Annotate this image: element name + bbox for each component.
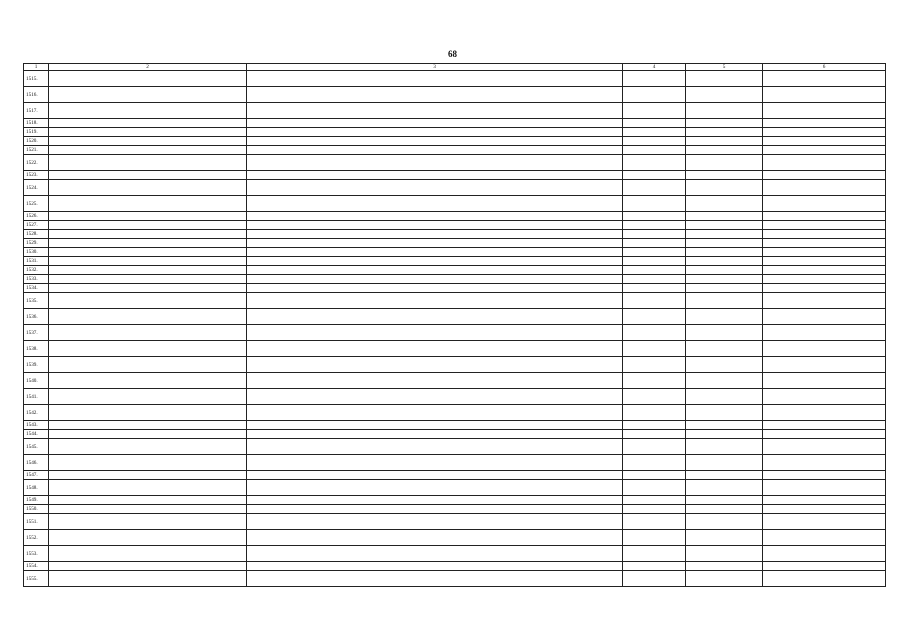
table-row [24, 373, 886, 389]
row-number: 1528. [24, 230, 49, 239]
period-cell [623, 439, 686, 455]
period-cell [623, 71, 686, 87]
works-cell [247, 266, 623, 275]
build-year-cell [686, 212, 763, 221]
wall-material-cell [763, 146, 886, 155]
table-row [24, 293, 886, 309]
build-year-cell [686, 196, 763, 212]
row-number: 1552. [24, 530, 49, 546]
table-row [24, 221, 886, 230]
table-row [24, 480, 886, 496]
works-cell [247, 248, 623, 257]
address-cell [49, 119, 247, 128]
column-header: 2 [49, 64, 247, 71]
works-cell [247, 284, 623, 293]
period-cell [623, 389, 686, 405]
table-row [24, 505, 886, 514]
wall-material-cell [763, 230, 886, 239]
wall-material-cell [763, 103, 886, 119]
address-cell [49, 562, 247, 571]
works-cell [247, 137, 623, 146]
period-cell [623, 455, 686, 471]
wall-material-cell [763, 421, 886, 430]
works-cell [247, 325, 623, 341]
build-year-cell [686, 530, 763, 546]
period-cell [623, 496, 686, 505]
wall-material-cell [763, 325, 886, 341]
works-cell [247, 293, 623, 309]
wall-material-cell [763, 171, 886, 180]
row-number: 1537. [24, 325, 49, 341]
period-cell [623, 293, 686, 309]
build-year-cell [686, 119, 763, 128]
wall-material-cell [763, 266, 886, 275]
build-year-cell [686, 562, 763, 571]
period-cell [623, 284, 686, 293]
address-cell [49, 128, 247, 137]
period-cell [623, 357, 686, 373]
build-year-cell [686, 325, 763, 341]
works-cell [247, 373, 623, 389]
period-cell [623, 405, 686, 421]
works-cell [247, 530, 623, 546]
address-cell [49, 284, 247, 293]
address-cell [49, 103, 247, 119]
wall-material-cell [763, 455, 886, 471]
build-year-cell [686, 275, 763, 284]
row-number: 1522. [24, 155, 49, 171]
table-row [24, 155, 886, 171]
row-number: 1551. [24, 514, 49, 530]
row-number: 1518. [24, 119, 49, 128]
address-cell [49, 221, 247, 230]
address-cell [49, 239, 247, 248]
column-header: 1 [24, 64, 49, 71]
build-year-cell [686, 128, 763, 137]
table-row [24, 257, 886, 266]
works-cell [247, 87, 623, 103]
works-cell [247, 155, 623, 171]
address-cell [49, 71, 247, 87]
build-year-cell [686, 230, 763, 239]
build-year-cell [686, 430, 763, 439]
works-cell [247, 221, 623, 230]
build-year-cell [686, 266, 763, 275]
period-cell [623, 230, 686, 239]
address-cell [49, 357, 247, 373]
row-number: 1553. [24, 546, 49, 562]
row-number: 1525. [24, 196, 49, 212]
row-number: 1555. [24, 571, 49, 587]
address-cell [49, 439, 247, 455]
row-number: 1519. [24, 128, 49, 137]
works-cell [247, 341, 623, 357]
table-row [24, 248, 886, 257]
wall-material-cell [763, 373, 886, 389]
row-number: 1554. [24, 562, 49, 571]
wall-material-cell [763, 239, 886, 248]
works-cell [247, 430, 623, 439]
wall-material-cell [763, 405, 886, 421]
period-cell [623, 562, 686, 571]
column-header: 5 [686, 64, 763, 71]
wall-material-cell [763, 514, 886, 530]
address-cell [49, 471, 247, 480]
build-year-cell [686, 87, 763, 103]
table-row [24, 266, 886, 275]
address-cell [49, 571, 247, 587]
works-cell [247, 230, 623, 239]
works-cell [247, 239, 623, 248]
table-row [24, 471, 886, 480]
wall-material-cell [763, 496, 886, 505]
works-cell [247, 103, 623, 119]
table-row [24, 562, 886, 571]
row-number: 1543. [24, 421, 49, 430]
column-header: 6 [763, 64, 886, 71]
wall-material-cell [763, 87, 886, 103]
works-cell [247, 480, 623, 496]
row-number: 1533. [24, 275, 49, 284]
row-number: 1526. [24, 212, 49, 221]
build-year-cell [686, 496, 763, 505]
period-cell [623, 221, 686, 230]
row-number: 1548. [24, 480, 49, 496]
period-cell [623, 266, 686, 275]
address-cell [49, 309, 247, 325]
wall-material-cell [763, 571, 886, 587]
build-year-cell [686, 221, 763, 230]
row-number: 1547. [24, 471, 49, 480]
period-cell [623, 309, 686, 325]
wall-material-cell [763, 530, 886, 546]
address-cell [49, 496, 247, 505]
works-cell [247, 455, 623, 471]
table-row [24, 421, 886, 430]
row-number: 1517. [24, 103, 49, 119]
table-body [24, 71, 886, 587]
address-cell [49, 373, 247, 389]
address-cell [49, 266, 247, 275]
works-cell [247, 571, 623, 587]
period-cell [623, 119, 686, 128]
works-cell [247, 257, 623, 266]
works-cell [247, 357, 623, 373]
wall-material-cell [763, 257, 886, 266]
wall-material-cell [763, 439, 886, 455]
period-cell [623, 275, 686, 284]
build-year-cell [686, 341, 763, 357]
row-number: 1515. [24, 71, 49, 87]
table-row [24, 530, 886, 546]
period-cell [623, 421, 686, 430]
wall-material-cell [763, 180, 886, 196]
table-row [24, 275, 886, 284]
row-number: 1549. [24, 496, 49, 505]
table-header-row [24, 64, 886, 71]
works-cell [247, 146, 623, 155]
table-row [24, 103, 886, 119]
row-number: 1536. [24, 309, 49, 325]
build-year-cell [686, 546, 763, 562]
row-number: 1544. [24, 430, 49, 439]
table-row [24, 137, 886, 146]
works-cell [247, 439, 623, 455]
address-cell [49, 430, 247, 439]
build-year-cell [686, 439, 763, 455]
period-cell [623, 530, 686, 546]
address-cell [49, 341, 247, 357]
address-cell [49, 171, 247, 180]
page-number: 68 [448, 49, 457, 59]
period-cell [623, 325, 686, 341]
build-year-cell [686, 571, 763, 587]
address-cell [49, 146, 247, 155]
row-number: 1529. [24, 239, 49, 248]
address-cell [49, 155, 247, 171]
wall-material-cell [763, 546, 886, 562]
works-cell [247, 505, 623, 514]
address-cell [49, 325, 247, 341]
wall-material-cell [763, 505, 886, 514]
period-cell [623, 505, 686, 514]
build-year-cell [686, 373, 763, 389]
table-row [24, 119, 886, 128]
wall-material-cell [763, 128, 886, 137]
address-cell [49, 421, 247, 430]
period-cell [623, 257, 686, 266]
row-number: 1542. [24, 405, 49, 421]
address-cell [49, 230, 247, 239]
period-cell [623, 514, 686, 530]
row-number: 1530. [24, 248, 49, 257]
table-row [24, 212, 886, 221]
period-cell [623, 155, 686, 171]
table-row [24, 71, 886, 87]
address-cell [49, 196, 247, 212]
wall-material-cell [763, 275, 886, 284]
row-number: 1545. [24, 439, 49, 455]
table-row [24, 571, 886, 587]
period-cell [623, 212, 686, 221]
address-cell [49, 480, 247, 496]
row-number: 1524. [24, 180, 49, 196]
row-number: 1540. [24, 373, 49, 389]
wall-material-cell [763, 309, 886, 325]
period-cell [623, 103, 686, 119]
period-cell [623, 248, 686, 257]
build-year-cell [686, 71, 763, 87]
table-row [24, 284, 886, 293]
works-cell [247, 421, 623, 430]
wall-material-cell [763, 248, 886, 257]
table-row [24, 146, 886, 155]
wall-material-cell [763, 293, 886, 309]
build-year-cell [686, 389, 763, 405]
works-cell [247, 171, 623, 180]
address-cell [49, 530, 247, 546]
address-cell [49, 389, 247, 405]
wall-material-cell [763, 71, 886, 87]
works-cell [247, 496, 623, 505]
table-row [24, 325, 886, 341]
build-year-cell [686, 455, 763, 471]
table-row [24, 546, 886, 562]
works-cell [247, 514, 623, 530]
table-row [24, 455, 886, 471]
build-year-cell [686, 421, 763, 430]
table-row [24, 230, 886, 239]
table-row [24, 128, 886, 137]
wall-material-cell [763, 389, 886, 405]
address-cell [49, 505, 247, 514]
works-cell [247, 180, 623, 196]
wall-material-cell [763, 284, 886, 293]
row-number: 1546. [24, 455, 49, 471]
row-number: 1535. [24, 293, 49, 309]
row-number: 1550. [24, 505, 49, 514]
works-cell [247, 71, 623, 87]
build-year-cell [686, 514, 763, 530]
build-year-cell [686, 293, 763, 309]
works-cell [247, 309, 623, 325]
row-number: 1516. [24, 87, 49, 103]
column-header: 3 [247, 64, 623, 71]
table-row [24, 196, 886, 212]
address-cell [49, 293, 247, 309]
row-number: 1532. [24, 266, 49, 275]
wall-material-cell [763, 471, 886, 480]
works-cell [247, 119, 623, 128]
works-cell [247, 562, 623, 571]
table-row [24, 496, 886, 505]
address-cell [49, 257, 247, 266]
address-cell [49, 405, 247, 421]
works-cell [247, 389, 623, 405]
build-year-cell [686, 103, 763, 119]
address-cell [49, 180, 247, 196]
table-row [24, 389, 886, 405]
period-cell [623, 171, 686, 180]
build-year-cell [686, 480, 763, 496]
period-cell [623, 571, 686, 587]
row-number: 1534. [24, 284, 49, 293]
table-row [24, 239, 886, 248]
table-row [24, 439, 886, 455]
row-number: 1531. [24, 257, 49, 266]
wall-material-cell [763, 196, 886, 212]
works-cell [247, 212, 623, 221]
works-cell [247, 128, 623, 137]
row-number: 1538. [24, 341, 49, 357]
row-number: 1539. [24, 357, 49, 373]
column-header: 4 [623, 64, 686, 71]
works-cell [247, 275, 623, 284]
wall-material-cell [763, 212, 886, 221]
row-number: 1527. [24, 221, 49, 230]
works-cell [247, 196, 623, 212]
works-cell [247, 471, 623, 480]
address-cell [49, 212, 247, 221]
table-row [24, 171, 886, 180]
build-year-cell [686, 171, 763, 180]
table-row [24, 357, 886, 373]
build-year-cell [686, 357, 763, 373]
build-year-cell [686, 284, 763, 293]
build-year-cell [686, 505, 763, 514]
period-cell [623, 239, 686, 248]
address-cell [49, 455, 247, 471]
row-number: 1521. [24, 146, 49, 155]
period-cell [623, 546, 686, 562]
build-year-cell [686, 137, 763, 146]
period-cell [623, 87, 686, 103]
row-number: 1523. [24, 171, 49, 180]
address-cell [49, 546, 247, 562]
build-year-cell [686, 155, 763, 171]
period-cell [623, 180, 686, 196]
wall-material-cell [763, 155, 886, 171]
wall-material-cell [763, 221, 886, 230]
table-row [24, 87, 886, 103]
period-cell [623, 471, 686, 480]
period-cell [623, 146, 686, 155]
works-cell [247, 546, 623, 562]
table-row [24, 405, 886, 421]
table-row [24, 180, 886, 196]
build-year-cell [686, 405, 763, 421]
period-cell [623, 373, 686, 389]
works-cell [247, 405, 623, 421]
wall-material-cell [763, 480, 886, 496]
table-row [24, 341, 886, 357]
period-cell [623, 341, 686, 357]
row-number: 1541. [24, 389, 49, 405]
address-cell [49, 87, 247, 103]
address-cell [49, 137, 247, 146]
address-cell [49, 248, 247, 257]
period-cell [623, 430, 686, 439]
wall-material-cell [763, 562, 886, 571]
table-row [24, 514, 886, 530]
period-cell [623, 128, 686, 137]
build-year-cell [686, 239, 763, 248]
period-cell [623, 196, 686, 212]
wall-material-cell [763, 119, 886, 128]
period-cell [623, 480, 686, 496]
build-year-cell [686, 257, 763, 266]
build-year-cell [686, 471, 763, 480]
wall-material-cell [763, 430, 886, 439]
row-number: 1520. [24, 137, 49, 146]
wall-material-cell [763, 137, 886, 146]
table-row [24, 430, 886, 439]
build-year-cell [686, 146, 763, 155]
address-cell [49, 275, 247, 284]
wall-material-cell [763, 341, 886, 357]
build-year-cell [686, 309, 763, 325]
period-cell [623, 137, 686, 146]
build-year-cell [686, 248, 763, 257]
table-row [24, 309, 886, 325]
address-cell [49, 514, 247, 530]
build-year-cell [686, 180, 763, 196]
register-table [23, 63, 886, 587]
wall-material-cell [763, 357, 886, 373]
